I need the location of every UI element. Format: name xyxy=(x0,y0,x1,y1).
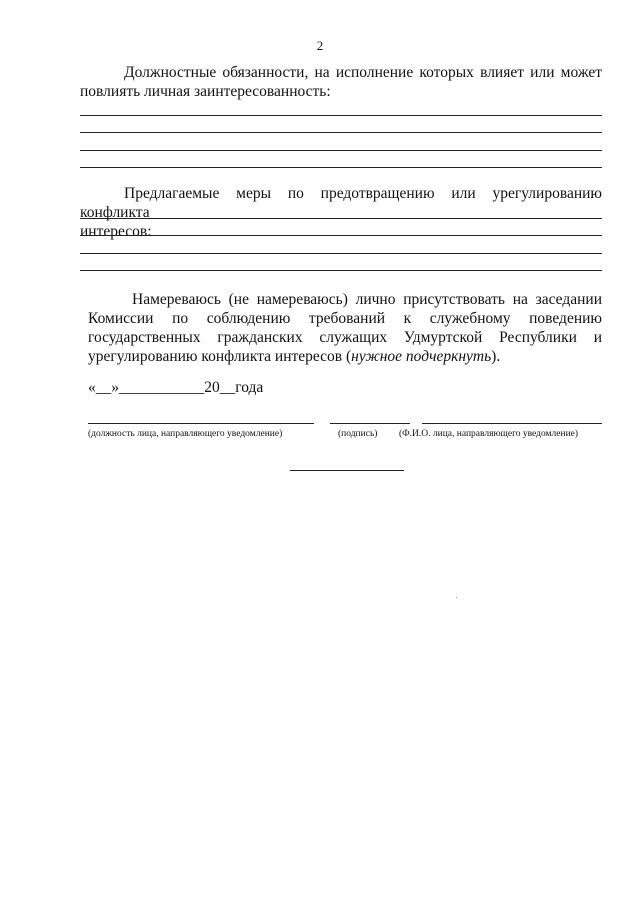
blank-line[interactable] xyxy=(80,132,602,133)
section-measures-line2: интересов: xyxy=(80,223,152,240)
intention-line4-text: урегулированию конфликта интересов ( xyxy=(88,348,352,365)
blank-line[interactable] xyxy=(80,235,602,236)
signature-line[interactable] xyxy=(330,423,410,424)
blank-line[interactable] xyxy=(80,167,602,168)
section-measures-line1: Предлагаемые меры по предотвращению или урегулированию конфликта xyxy=(80,185,602,221)
intention-line1: Намереваюсь (не намереваюсь) лично присутствовать на заседании xyxy=(132,291,602,308)
intention-line3: государственных гражданских служащих Удмуртской Республики и xyxy=(88,329,602,346)
closing-rule xyxy=(290,470,404,471)
blank-line[interactable] xyxy=(80,218,602,219)
caption-signature: (подпись) xyxy=(338,429,378,439)
blank-line[interactable] xyxy=(80,150,602,151)
section-intention xyxy=(88,290,602,366)
section-duties xyxy=(80,63,602,101)
blank-line[interactable] xyxy=(80,270,602,271)
intention-line4-end: ). xyxy=(491,348,501,365)
fio-signature-line[interactable] xyxy=(422,423,602,424)
scan-speck xyxy=(456,597,457,598)
section-duties-line2: повлиять личная заинтересованность: xyxy=(80,83,331,100)
section-duties-line1: Должностные обязанности, на исполнение которых влияет или может xyxy=(124,64,602,81)
intention-line4 xyxy=(88,347,602,366)
blank-line[interactable] xyxy=(80,253,602,254)
caption-position: (должность лица, направляющего уведомление) xyxy=(88,429,283,439)
blank-line[interactable] xyxy=(80,115,602,116)
intention-underline-hint: нужное подчеркнуть xyxy=(351,348,492,365)
intention-line2: Комиссии по соблюдению требований к служебному поведению xyxy=(88,310,602,327)
position-signature-line[interactable] xyxy=(88,423,314,424)
caption-fio: (Ф.И.О. лица, направляющего уведомление) xyxy=(399,429,579,439)
section-measures xyxy=(80,184,602,241)
date-line[interactable]: «__»___________20__года xyxy=(88,379,264,396)
page-number: 2 xyxy=(316,38,324,53)
